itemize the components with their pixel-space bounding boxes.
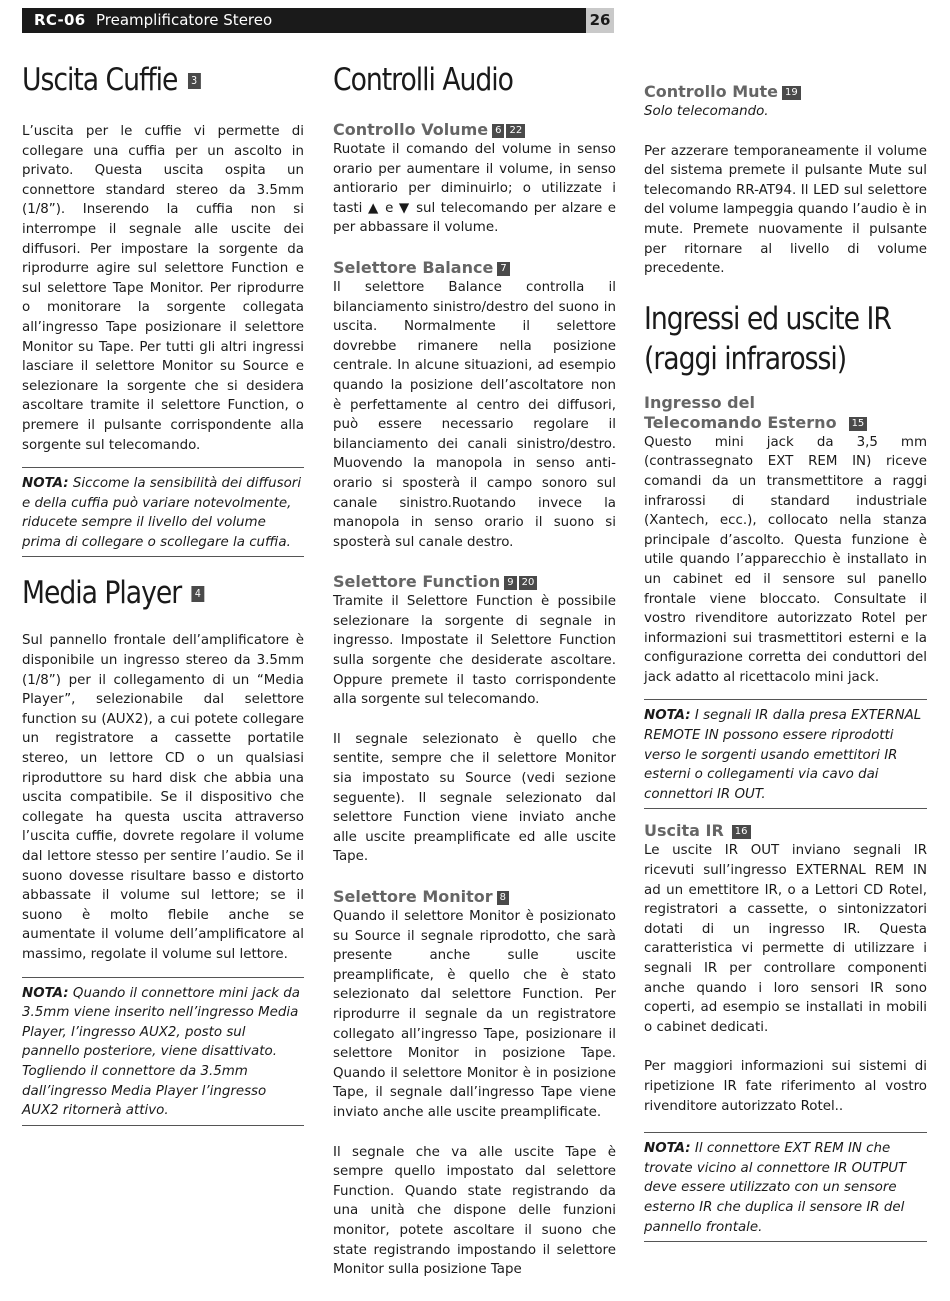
note-text: Siccome la sensibilità dei diffusori e della cuffia può variare notevolmente, riducete sempre il livello del volume prima di collegare o scollegare la cuffia. bbox=[22, 476, 302, 550]
ref-badge: 16 bbox=[732, 825, 751, 839]
media-player-text: Sul pannello frontale dell’amplificatore è disponibile un ingresso stereo da 3.5mm (1/8”) per il collegamento di un “Media Player”, selezionabile dal selettore function su (AUX2), a cui potete collegare un registratore a cassette portatile stereo, un lettore CD o un qualsiasi riproduttore su hard disk che abbia una uscita compatibile. Se il dispositivo che collegate ha questa uscita attraverso l’uscita cuffie, dovrete regolare il volume dal lettore stesso per sentire l’audio. Se il suono dovesse risultare basso e distorto abbassate il volume sul lettore; se il suono è molto flebile anche se aumentate il volume dell’amplificatore al massimo, regolate il volume sul lettore. bbox=[22, 633, 304, 962]
column-1 bbox=[22, 60, 304, 1126]
function-text-2: Il segnale selezionato è quello che sentite, sempre che il selettore Monitor sia impostato su Source (vedi sezione seguente). Il segnale selezionato dal selettore Function viene inviato anche alle uscite preamplificate ed alle uscite Tape. bbox=[333, 731, 616, 865]
subsection-title-ir-out: Uscita IR 16 bbox=[644, 821, 927, 841]
page-header bbox=[22, 8, 614, 33]
section-title-controlli-audio: Controlli Audio bbox=[333, 62, 513, 98]
note-box bbox=[22, 977, 304, 1126]
product-subtitle: Preamplificatore Stereo bbox=[96, 11, 273, 29]
ref-badge: 7 bbox=[497, 262, 509, 276]
subsection-title-balance: Selettore Balance 7 bbox=[333, 258, 616, 278]
ref-badge: 20 bbox=[519, 576, 538, 590]
model-name: RC-06 bbox=[34, 11, 86, 29]
volume-text: Ruotate il comando del volume in senso orario per aumentare il volume, in senso antiorario per diminuirlo; o utilizzate i tasti ▲ e ▼ sul telecomando per alzare e per abbassare il volume. bbox=[333, 142, 616, 236]
note-box bbox=[644, 699, 927, 809]
uscita-cuffie-text: L’uscita per le cuffie vi permette di collegare una cuffia per un ascolto in privato. Questa uscita ospita un connettore standard stereo da 3.5mm (1/8”). Inserendo la cuffia non si interrompe il segnale alle uscite dei diffusori. Per impostare la sorgente da riprodurre agire sul selettore Function e sul selettore Tape Monitor. Per riprodurre o monitorare la sorgente collegata all’ingresso Tape posizionare il selettore Monitor su Tape. Per tutti gli altri ingressi lasciare il selettore Monitor su Source e selezionare la sorgente che si desidera ascoltare tramite il selettore Function, o premere il pulsante corrispondente alla sorgente sul telecomando. bbox=[22, 124, 304, 453]
monitor-text-2: Il segnale che va alle uscite Tape è sempre quello impostato dal selettore Function. Quando state registrando da una unità che dispone delle funzioni monitor, potete ascoltare il suono che state registrando impostando il selettore Monitor sulla posizione Tape bbox=[333, 1144, 616, 1278]
section-title-media-player: Media Player 4 bbox=[22, 573, 265, 613]
note-text: Il connettore EXT REM IN che trovate vicino al connettore IR OUTPUT deve essere utilizzato con un sensore esterno IR che duplica il sensore IR del pannello frontale. bbox=[644, 1141, 907, 1235]
note-label: NOTA: bbox=[644, 708, 691, 724]
ref-badge: 22 bbox=[506, 124, 525, 138]
mute-subtitle: Solo telecomando. bbox=[644, 104, 769, 119]
ref-badge: 4 bbox=[191, 586, 204, 602]
note-label: NOTA: bbox=[22, 476, 69, 492]
note-box bbox=[644, 1132, 927, 1242]
note-label: NOTA: bbox=[644, 1141, 691, 1157]
subsection-title-monitor: Selettore Monitor 8 bbox=[333, 887, 616, 907]
ref-badge: 6 bbox=[492, 124, 504, 138]
section-title-uscita-cuffie: Uscita Cuffie 3 bbox=[22, 60, 265, 100]
note-text: Quando il connettore mini jack da 3.5mm viene inserito nell’ingresso Media Player, l’ingresso AUX2, posto sul pannello posteriore, viene disattivato. Togliendo il connettore da 3.5mm dall’ingresso Media Player l’ingresso AUX2 ritornerà attivo. bbox=[22, 985, 300, 1119]
ref-badge: 9 bbox=[504, 576, 516, 590]
note-box bbox=[22, 467, 304, 557]
subsection-title-function: Selettore Function 9 20 bbox=[333, 572, 616, 592]
note-text: I segnali IR dalla presa EXTERNAL REMOTE IN possono essere riprodotti verso le sorgenti usando emettitori IR esterni o collegamenti via cavo dai connettori IR OUT. bbox=[644, 708, 922, 802]
ir-out-text-2: Per maggiori informazioni sui sistemi di ripetizione IR fate riferimento al vostro rivenditore autorizzato Rotel.. bbox=[644, 1059, 927, 1114]
ir-out-text-1: Le uscite IR OUT inviano segnali IR ricevuti sull’ingresso EXTERNAL REM IN ad un emettitore IR, o a Lettori CD Rotel, registratori a cassette, o sintonizzatori dotati di un ingresso IR. Questa caratteristica vi permette di utilizzare i segnali IR per controllare componenti anche quando i loro sensori IR sono coperti, ad esempio se installati in mobili o cabinet dedicati. bbox=[644, 843, 927, 1035]
balance-text: Il selettore Balance controlla il bilanciamento sinistro/destro del suono in uscita. Normalmente il selettore dovrebbe rimanere nella posizione centrale. In alcune situazioni, ad esempio quando la posizione dell’ascoltatore non è perfettamente al centro dei diffusori, può essere necessario regolare il bilanciamento dei canali sinistro/destro. Muovendo la manopola in senso anti-orario si sposterà il campo sonoro sul canale sinistro.Ruotando invece la manopola in senso orario il suono si sposterà sul canale destro. bbox=[333, 279, 616, 550]
ir-in-text: Questo mini jack da 3,5 mm (contrassegnato EXT REM IN) riceve comandi da un transmettitore a raggi infrarossi di standard industriale (Xantech, ecc.), collocato nella stanza principale d’ascolto. Questa funzione è utile quando l’apparecchio è installato in un cabinet ed il sensore sul panello frontale viene bloccato. Consultate il vostro rivenditore autorizzato Rotel per informazioni sui trasmettitori esterni e la configurazione corretta dei conduttori del jack adatto al ricettacolo mini jack. bbox=[644, 434, 927, 685]
page-number-box bbox=[586, 8, 614, 33]
ref-badge: 15 bbox=[849, 417, 868, 431]
column-2 bbox=[333, 60, 616, 1280]
section-title-ir: Ingressi ed uscite IR (raggi infrarossi) bbox=[644, 300, 891, 377]
monitor-text-1: Quando il selettore Monitor è posizionato su Source il segnale riprodotto, che sarà presente anche sulle uscite preamplificate, è quello che è stato selezionato dal selettore Function. Per riprodurre il segnale da un registratore collegato all’ingresso Tape, posizionare il selettore Monitor in posizione Tape. Quando il selettore Monitor è in posizione Tape, il segnale dall’ingresso Tape viene inviato anche alle uscite preamplificate. bbox=[333, 909, 616, 1120]
subsection-title-ir-in: Ingresso del Telecomando Esterno 15 bbox=[644, 393, 927, 433]
subsection-title-volume: Controllo Volume 6 22 bbox=[333, 120, 616, 140]
subsection-title-mute: Controllo Mute 19 bbox=[644, 82, 927, 102]
mute-text: Per azzerare temporaneamente il volume del sistema premete il pulsante Mute sul telecomando RR-AT94. Il LED sul selettore del volume lampeggia quando l’audio è in mute. Premete nuovamente il pulsante per ritornare al livello di volume precedente. bbox=[644, 143, 927, 277]
page-number: 26 bbox=[589, 11, 611, 29]
ref-badge: 8 bbox=[497, 891, 509, 905]
column-3 bbox=[644, 82, 927, 1242]
ref-badge: 3 bbox=[188, 73, 201, 89]
function-text-1: Tramite il Selettore Function è possibile selezionare la sorgente di segnale in ingresso. Impostate il Selettore Function sulla sorgente che desiderate ascoltare. Oppure premete il tasto corrispondente alla sorgente sul telecomando. bbox=[333, 594, 616, 708]
note-label: NOTA: bbox=[22, 985, 69, 1001]
ref-badge: 19 bbox=[782, 86, 801, 100]
